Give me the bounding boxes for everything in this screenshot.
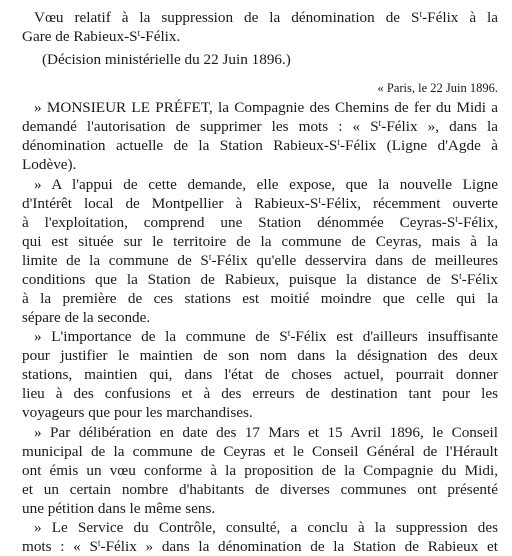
paragraph-1-line: dénomination actuelle de la Station Rabieux-$S^t$-Félix (Ligne d'Agde à	[22, 137, 498, 154]
paragraph-1-line: demandé l'autorisation de supprimer les mots : « $S^t$-Félix », dans la	[22, 118, 498, 135]
paragraph-1-line: Lodève).	[22, 156, 77, 173]
paragraph-2-line: d'Intérêt local de Montpellier à Rabieux-$S^t$-Félix, récemment ouverte	[22, 195, 498, 212]
paragraph-5-line: mots : « $S^t$-Félix » dans la dénomination de la Station de Rabieux et	[22, 538, 498, 555]
paragraph-1-line: » MONSIEUR LE PRÉFET, la Compagnie des Chemins de fer du Midi a	[34, 99, 498, 116]
paragraph-2-line: qui est située sur le territoire de la commune de Ceyras, mais à la	[22, 233, 498, 250]
paragraph-4-line: municipal de la commune de Ceyras et le Conseil Général de l'Hérault	[22, 443, 498, 460]
paragraph-2-line: sépare de la seconde.	[22, 309, 151, 326]
paragraph-2-line: à la première de ces stations est moitié moindre que celle qui la	[22, 290, 498, 307]
paragraph-2-line: conditions que la Station de Rabieux, puisque la distance de $S^t$-Félix	[22, 271, 498, 288]
paragraph-5-line: » Le Service du Contrôle, consulté, a conclu à la suppression des	[34, 519, 498, 536]
paragraph-2-line: limite de la commune de $S^t$-Félix qu'elle desservira dans de meilleures	[22, 252, 498, 269]
paragraph-3-line: pour justifier le maintien de son nom dans la désignation des deux	[22, 347, 498, 364]
paragraph-4-line: une pétition dans le même sens.	[22, 500, 216, 517]
paragraph-4-line: » Par délibération en date des 17 Mars et 15 Avril 1896, le Conseil	[34, 424, 498, 441]
paragraph-3-line: lieu à des confusions et à des erreurs de destination tant pour les	[22, 385, 498, 402]
paragraph-3-line: stations, maintien qui, dans l'état de choses actuel, pourrait donner	[22, 366, 498, 383]
title-line-1: Vœu relatif à la suppression de la dénomination de $S^t$-Félix à la	[34, 9, 499, 26]
decision-note: (Décision ministérielle du 22 Juin 1896.)	[42, 51, 291, 68]
paragraph-4-line: ont émis un vœu conforme à la proposition de la Compagnie du Midi,	[22, 462, 498, 479]
paragraph-3-line: voyageurs que pour les marchandises.	[22, 404, 253, 421]
paragraph-3-line: » L'importance de la commune de $S^t$-Félix est d'ailleurs insuffisante	[34, 328, 498, 345]
dateline: « Paris, le 22 Juin 1896.	[377, 81, 498, 95]
paragraph-4-line: et un certain nombre d'habitants de diverses communes ont présenté	[22, 481, 498, 498]
title-line-2: Gare de Rabieux-$S^t$-Félix.	[22, 28, 181, 45]
paragraph-2-line: à l'exploitation, comprend une Station dénommée Ceyras-$S^t$-Félix,	[22, 214, 498, 231]
paragraph-2-line: » A l'appui de cette demande, elle expose, que la nouvelle Ligne	[34, 176, 498, 193]
